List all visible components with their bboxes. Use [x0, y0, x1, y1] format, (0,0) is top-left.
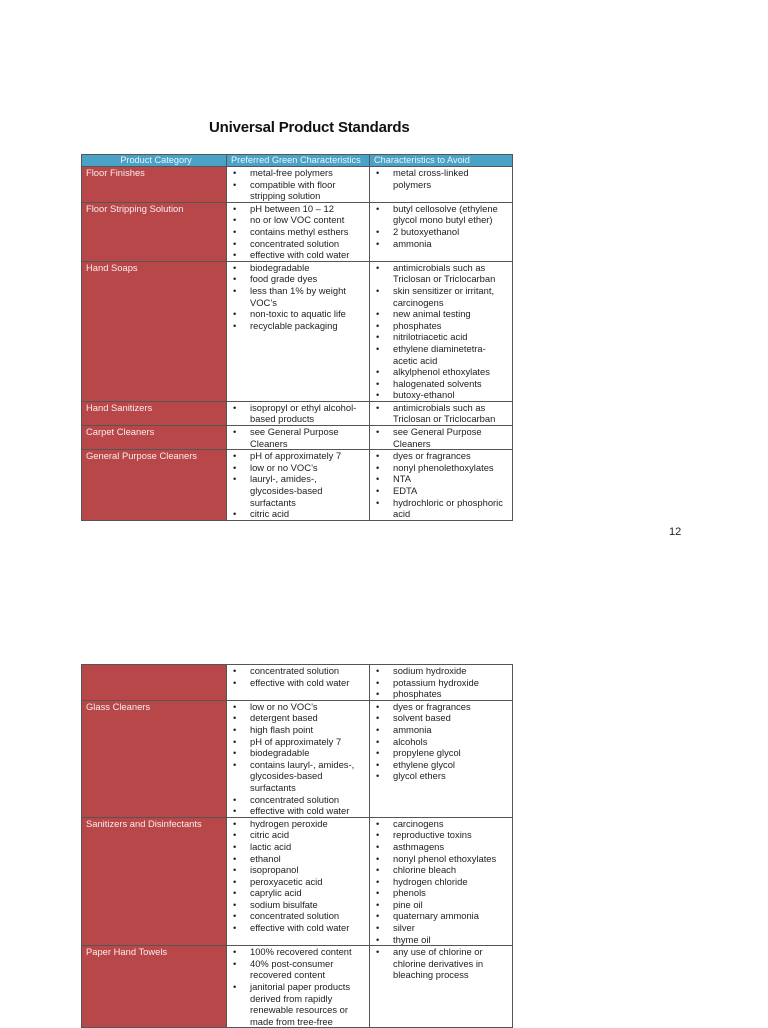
- avoid-characteristics-cell: [370, 946, 513, 1028]
- table-header-row: [82, 155, 513, 167]
- avoid-characteristics-cell: [370, 426, 513, 450]
- bullet-item: • pine oil: [373, 899, 509, 911]
- product-category-cell: Floor Stripping Solution: [82, 202, 227, 261]
- bullet-list: [230, 203, 366, 261]
- bullet-item: • EDTA: [373, 485, 509, 497]
- bullet-item: • pH of approximately 7: [230, 450, 366, 462]
- product-category-cell: Floor Finishes: [82, 167, 227, 203]
- bullet-item: • biodegradable: [230, 262, 366, 274]
- product-category-cell: Paper Hand Towels: [82, 946, 227, 1028]
- table-row: [82, 426, 513, 450]
- bullet-list: [230, 426, 366, 449]
- bullet-item: • halogenated solvents: [373, 378, 509, 390]
- bullet-item: • quaternary ammonia: [373, 910, 509, 922]
- avoid-characteristics-cell: [370, 401, 513, 425]
- bullet-item: • phosphates: [373, 320, 509, 332]
- bullet-item: • hydrochloric or phosphoric acid: [373, 497, 509, 520]
- table-row: [82, 401, 513, 425]
- bullet-list: [373, 701, 509, 782]
- bullet-item: • glycol ethers: [373, 770, 509, 782]
- avoid-characteristics-cell: [370, 202, 513, 261]
- bullet-item: • see General Purpose Cleaners: [373, 426, 509, 449]
- preferred-characteristics-cell: [227, 426, 370, 450]
- header-preferred-green: Preferred Green Characteristics: [227, 155, 370, 167]
- bullet-item: • lactic acid: [230, 841, 366, 853]
- bullet-item: • silver: [373, 922, 509, 934]
- bullet-list: [373, 203, 509, 249]
- bullet-list: [373, 402, 509, 425]
- bullet-list: [373, 167, 509, 190]
- avoid-characteristics-cell: [370, 167, 513, 203]
- page-number: 12: [669, 526, 682, 538]
- preferred-characteristics-cell: [227, 167, 370, 203]
- bullet-item: • hydrogen chloride: [373, 876, 509, 888]
- bullet-item: • phosphates: [373, 688, 509, 700]
- bullet-item: • effective with cold water: [230, 677, 366, 689]
- bullet-item: • chlorine bleach: [373, 864, 509, 876]
- bullet-item: • nonyl phenolethoxylates: [373, 462, 509, 474]
- table-row: [82, 450, 513, 521]
- bullet-item: • butoxy-ethanol: [373, 389, 509, 401]
- avoid-characteristics-cell: [370, 450, 513, 521]
- bullet-item: • caprylic acid: [230, 887, 366, 899]
- bullet-item: • pH of approximately 7: [230, 736, 366, 748]
- bullet-item: • asthmagens: [373, 841, 509, 853]
- header-product-category: Product Category: [82, 155, 227, 167]
- bullet-item: • potassium hydroxide: [373, 677, 509, 689]
- bullet-item: • effective with cold water: [230, 805, 366, 817]
- bullet-list: [230, 665, 366, 688]
- avoid-characteristics-cell: [370, 817, 513, 946]
- bullet-list: [373, 946, 509, 981]
- bullet-item: • phenols: [373, 887, 509, 899]
- bullet-item: • any use of chlorine or chlorine derivatives in bleaching process: [373, 946, 509, 981]
- preferred-characteristics-cell: [227, 817, 370, 946]
- preferred-characteristics-cell: [227, 450, 370, 521]
- bullet-item: • concentrated solution: [230, 910, 366, 922]
- bullet-item: • non-toxic to aquatic life: [230, 308, 366, 320]
- preferred-characteristics-cell: [227, 700, 370, 817]
- bullet-item: • ammonia: [373, 238, 509, 250]
- bullet-item: • citric acid: [230, 829, 366, 841]
- bullet-item: • ethylene diaminetetra-acetic acid: [373, 343, 509, 366]
- bullet-list: [230, 818, 366, 934]
- bullet-item: • sodium hydroxide: [373, 665, 509, 677]
- bullet-item: • alkylphenol ethoxylates: [373, 366, 509, 378]
- product-category-cell: [82, 665, 227, 701]
- header-to-avoid: Characteristics to Avoid: [370, 155, 513, 167]
- bullet-item: • carcinogens: [373, 818, 509, 830]
- bullet-item: • compatible with floor stripping solution: [230, 179, 366, 202]
- bullet-item: • butyl cellosolve (ethylene glycol mono butyl ether): [373, 203, 509, 226]
- bullet-item: • metal cross-linked polymers: [373, 167, 509, 190]
- bullet-list: [373, 262, 509, 401]
- preferred-characteristics-cell: [227, 261, 370, 401]
- bullet-item: • contains lauryl-, amides-, glycosides-based surfactants: [230, 759, 366, 794]
- bullet-item: • biodegradable: [230, 747, 366, 759]
- bullet-item: • 40% post-consumer recovered content: [230, 958, 366, 981]
- bullet-list: [373, 426, 509, 449]
- bullet-item: • antimicrobials such as Triclosan or Triclocarban: [373, 262, 509, 285]
- product-category-cell: General Purpose Cleaners: [82, 450, 227, 521]
- bullet-item: • 2 butoxyethanol: [373, 226, 509, 238]
- bullet-item: • solvent based: [373, 712, 509, 724]
- bullet-list: [230, 450, 366, 520]
- product-category-cell: Glass Cleaners: [82, 700, 227, 817]
- bullet-item: • sodium bisulfate: [230, 899, 366, 911]
- bullet-item: • ammonia: [373, 724, 509, 736]
- bullet-list: [230, 946, 366, 1027]
- bullet-item: • contains methyl esthers: [230, 226, 366, 238]
- bullet-item: • ethanol: [230, 853, 366, 865]
- bullet-item: • high flash point: [230, 724, 366, 736]
- product-category-cell: Hand Soaps: [82, 261, 227, 401]
- bullet-list: [230, 262, 366, 332]
- bullet-item: • effective with cold water: [230, 249, 366, 261]
- avoid-characteristics-cell: [370, 261, 513, 401]
- avoid-characteristics-cell: [370, 700, 513, 817]
- bullet-item: • concentrated solution: [230, 665, 366, 677]
- bullet-item: • no or low VOC content: [230, 214, 366, 226]
- bullet-item: • janitorial paper products derived from rapidly renewable resources or made from tree-free: [230, 981, 366, 1027]
- bullet-list: [230, 402, 366, 425]
- bullet-item: • isopropanol: [230, 864, 366, 876]
- bullet-item: • alcohols: [373, 736, 509, 748]
- bullet-item: • thyme oil: [373, 934, 509, 946]
- bullet-item: • ethylene glycol: [373, 759, 509, 771]
- bullet-item: • low or no VOC’s: [230, 701, 366, 713]
- bullet-item: • recyclable packaging: [230, 320, 366, 332]
- bullet-list: [373, 818, 509, 946]
- bullet-item: • skin sensitizer or irritant, carcinogens: [373, 285, 509, 308]
- bullet-item: • metal-free polymers: [230, 167, 366, 179]
- bullet-item: • reproductive toxins: [373, 829, 509, 841]
- table-row: [82, 700, 513, 817]
- table-row: [82, 665, 513, 701]
- bullet-item: • 100% recovered content: [230, 946, 366, 958]
- bullet-list: [373, 665, 509, 700]
- bullet-item: • see General Purpose Cleaners: [230, 426, 366, 449]
- table-row: [82, 261, 513, 401]
- standards-table-page-1: [81, 154, 513, 521]
- bullet-item: • isopropyl or ethyl alcohol-based products: [230, 402, 366, 425]
- bullet-item: • peroxyacetic acid: [230, 876, 366, 888]
- bullet-item: • propylene glycol: [373, 747, 509, 759]
- bullet-item: • new animal testing: [373, 308, 509, 320]
- bullet-item: • antimicrobials such as Triclosan or Triclocarban: [373, 402, 509, 425]
- bullet-item: • dyes or fragrances: [373, 450, 509, 462]
- bullet-list: [230, 167, 366, 202]
- bullet-item: • detergent based: [230, 712, 366, 724]
- bullet-item: • hydrogen peroxide: [230, 818, 366, 830]
- bullet-item: • citric acid: [230, 508, 366, 520]
- bullet-item: • food grade dyes: [230, 273, 366, 285]
- bullet-item: • nitrilotriacetic acid: [373, 331, 509, 343]
- preferred-characteristics-cell: [227, 202, 370, 261]
- standards-table-page-2: [81, 664, 513, 1028]
- bullet-item: • concentrated solution: [230, 238, 366, 250]
- bullet-item: • lauryl-, amides-, glycosides-based surfactants: [230, 473, 366, 508]
- preferred-characteristics-cell: [227, 665, 370, 701]
- bullet-item: • low or no VOC’s: [230, 462, 366, 474]
- table-row: [82, 946, 513, 1028]
- avoid-characteristics-cell: [370, 665, 513, 701]
- product-category-cell: Sanitizers and Disinfectants: [82, 817, 227, 946]
- preferred-characteristics-cell: [227, 946, 370, 1028]
- bullet-item: • less than 1% by weight VOC’s: [230, 285, 366, 308]
- bullet-item: • nonyl phenol ethoxylates: [373, 853, 509, 865]
- bullet-item: • effective with cold water: [230, 922, 366, 934]
- table-row: [82, 167, 513, 203]
- bullet-list: [230, 701, 366, 817]
- bullet-item: • pH between 10 – 12: [230, 203, 366, 215]
- table-row: [82, 202, 513, 261]
- document-title: Universal Product Standards: [209, 119, 410, 136]
- product-category-cell: Hand Sanitizers: [82, 401, 227, 425]
- product-category-cell: Carpet Cleaners: [82, 426, 227, 450]
- bullet-item: • concentrated solution: [230, 794, 366, 806]
- preferred-characteristics-cell: [227, 401, 370, 425]
- bullet-item: • NTA: [373, 473, 509, 485]
- bullet-list: [373, 450, 509, 520]
- table-row: [82, 817, 513, 946]
- bullet-item: • dyes or fragrances: [373, 701, 509, 713]
